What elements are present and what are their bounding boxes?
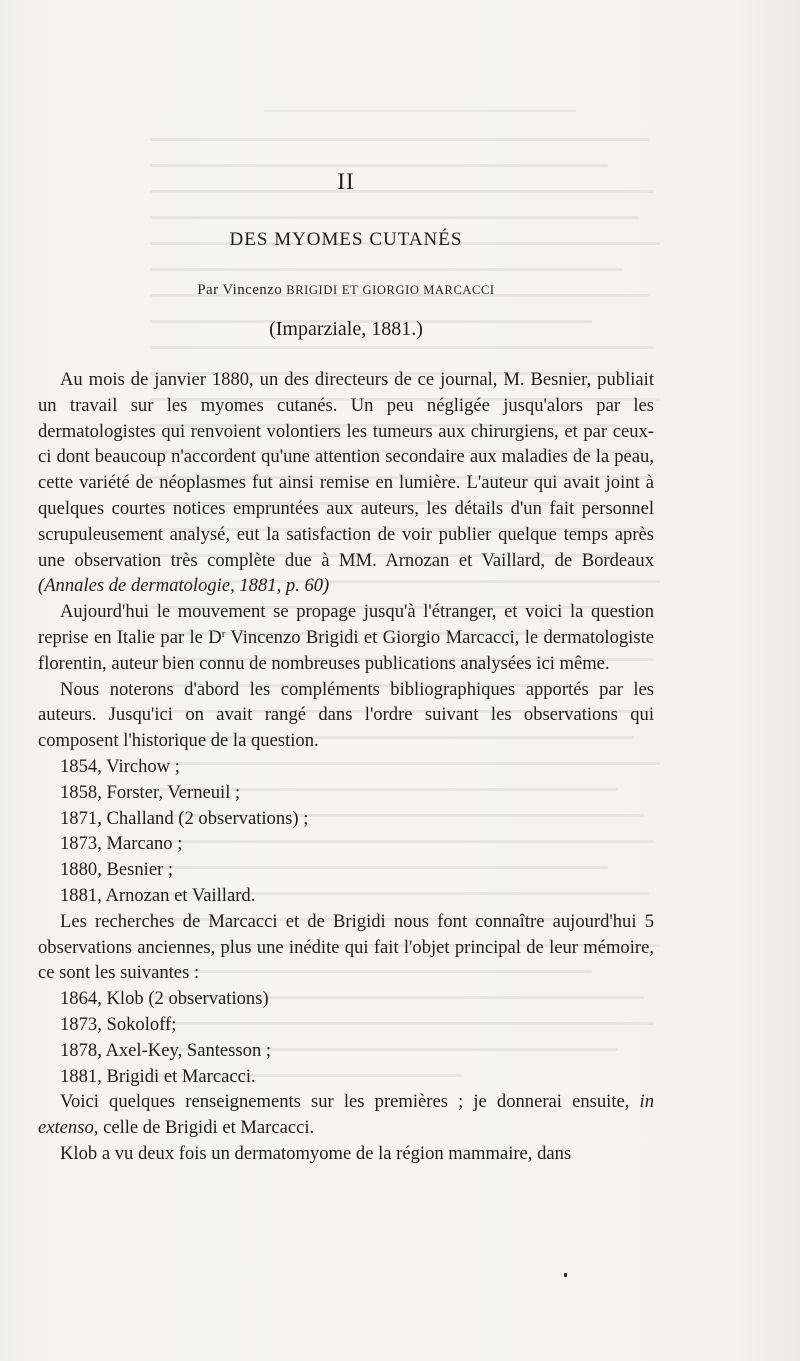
paragraph-movement — [38, 599, 654, 676]
paragraph-intro-text: Au mois de janvier 1880, un des directeurs de ce journal, M. Besnier, publiait un travail sur les myomes cutanés. Un peu négligée jusqu'alors par les dermatologistes qui renvoient volontiers les tumeurs aux chirurgiens, et par ceux-ci dont beaucoup n'accordent qu'une attention secondaire aux maladies de la peau, cette variété de néoplasmes fut ainsi remise en lumière. L'auteur qui avait joint à quelques courtes notices empruntées aux auteurs, les détails d'un fait personnel scrupuleusement analysé, eut la satisfaction de voir publier quelque temps après une observation très complète due à MM. Arnozan et Vaillard, de Bordeaux — [38, 369, 654, 571]
list-item: 1873, Sokoloff; — [60, 1013, 177, 1035]
section-number: II — [337, 169, 355, 194]
list-item: 1881, Arnozan et Vaillard. — [60, 884, 256, 906]
author-marcacci: GIORGIO MARCACCI — [362, 283, 495, 297]
paragraph-movement-text: Aujourd'hui le mouvement se propage jusqu'à l'étranger, et voici la question reprise en Italie par le D — [38, 601, 654, 648]
author-brigidi: BRIGIDI — [286, 283, 338, 297]
list-item: 1881, Brigidi et Marcacci. — [60, 1065, 256, 1087]
paragraph-renseignements — [38, 1089, 654, 1141]
ink-speck — [564, 1273, 567, 1277]
paragraph-renseignements-after: celle de Brigidi et Marcacci. — [103, 1117, 315, 1139]
list-item: 1858, Forster, Verneuil ; — [60, 781, 241, 803]
doctor-superscript: r — [221, 627, 226, 640]
paragraph-renseignements-before: Voici quelques renseignements sur les premières ; je donnerai ensuite, — [60, 1091, 630, 1113]
list-item: 1871, Challand (2 observations) ; — [60, 807, 309, 829]
list-item: 1873, Marcano ; — [60, 833, 183, 855]
article-title: DES MYOMES CUTANÉS — [229, 229, 463, 250]
paragraph-klob: Klob a vu deux fois un dermatomyome de la région mammaire, dans — [60, 1142, 572, 1164]
list-item: 1878, Axel-Key, Santesson ; — [60, 1039, 272, 1061]
byline-prefix: Par Vincenzo — [197, 282, 283, 298]
source-citation: (Imparziale, 1881.) — [269, 318, 423, 340]
paragraph-recherches: Les recherches de Marcacci et de Brigidi nous font connaître aujourd'hui 5 observations anciennes, plus une inédite qui fait l'objet principal de leur mémoire, ce sont les suivantes : — [38, 910, 654, 984]
byline — [38, 282, 654, 299]
paragraph-bibliography: Nous noterons d'abord les compléments bibliographiques apportés par les auteurs. Jusqu'ici on avait rangé dans l'ordre suivant les observations qui composent l'historique de la question. — [38, 678, 654, 752]
list-item: 1880, Besnier ; — [60, 859, 174, 881]
annales-citation: (Annales de dermatologie, 1881, p. 60) — [38, 575, 330, 597]
list-item: 1854, Virchow ; — [60, 755, 180, 777]
paragraph-movement-rest: Vincenzo Brigidi et Giorgio Marcacci, le dermatologiste florentin, auteur bien connu de nombreuses publications analysées ici même. — [38, 626, 654, 674]
in-extenso: in extenso, — [38, 1091, 654, 1139]
paragraph-intro — [38, 367, 654, 599]
list-item: 1864, Klob (2 observations) — [60, 988, 269, 1010]
article-body — [38, 367, 654, 1167]
byline-conjunction: ET — [341, 283, 359, 297]
